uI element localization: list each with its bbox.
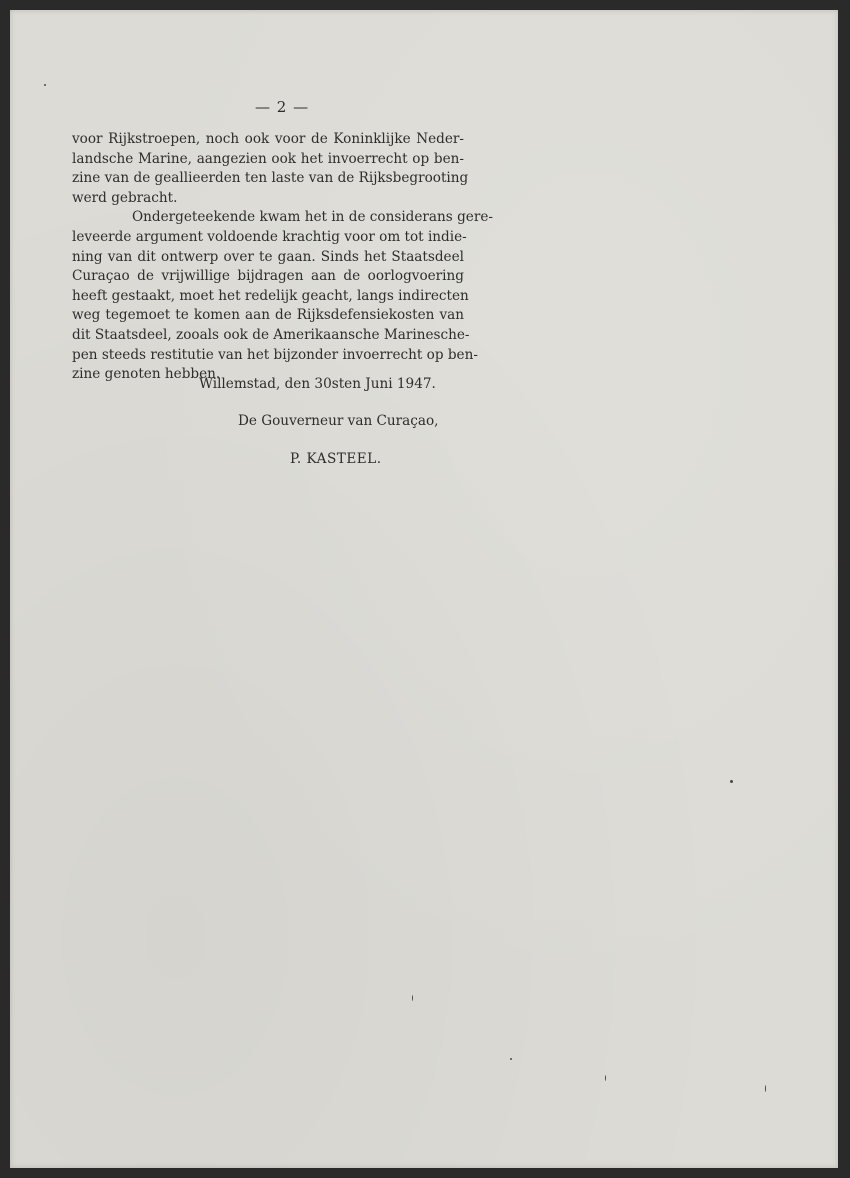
text-line: voor Rijkstroepen, noch ook voor de Koninklijke Neder-	[72, 131, 464, 147]
text-line: leveerde argument voldoende krachtig voor om tot indie-	[72, 228, 467, 245]
text-line: weg tegemoet te komen aan de Rijksdefensiekosten van	[72, 307, 464, 324]
text-line: Ondergeteekende kwam het in de considerans gere-	[132, 209, 493, 226]
paper-speck	[605, 1075, 606, 1081]
text-line: zine genoten hebben.	[72, 366, 221, 383]
text-line: heeft gestaakt, moet het redelijk geacht, langs indirecten	[72, 287, 469, 304]
signatory: P. KASTEEL.	[290, 451, 382, 467]
document-page	[10, 10, 838, 1168]
place-date: Willemstad, den 30sten Juni 1947.	[199, 376, 436, 392]
paragraph-2	[72, 208, 493, 384]
text-line: zine van de geallieerden ten laste van de Rijksbegrooting	[72, 170, 469, 187]
text-line: pen steeds restitutie van het bijzonder invoerrecht op ben-	[72, 346, 478, 363]
paper-speck	[765, 1085, 766, 1092]
paper-speck	[510, 1058, 512, 1060]
paper-speck	[730, 780, 733, 783]
paper-speck	[412, 995, 413, 1001]
paragraph-1	[72, 130, 469, 208]
text-line: Curaçao de vrijwillige bijdragen aan de oorlogvoering	[72, 268, 464, 285]
governor-title: De Gouverneur van Curaçao,	[238, 413, 439, 429]
paper-speck	[44, 84, 46, 86]
text-line: landsche Marine, aangezien ook het invoerrecht op ben-	[72, 150, 464, 167]
text-line: dit Staatsdeel, zooals ook de Amerikaansche Marinesche-	[72, 326, 470, 343]
text-line: ning van dit ontwerp over te gaan. Sinds het Staatsdeel	[72, 248, 464, 265]
text-line: werd gebracht.	[72, 189, 178, 206]
body-text	[72, 130, 493, 385]
page-number: — 2 —	[255, 98, 310, 116]
